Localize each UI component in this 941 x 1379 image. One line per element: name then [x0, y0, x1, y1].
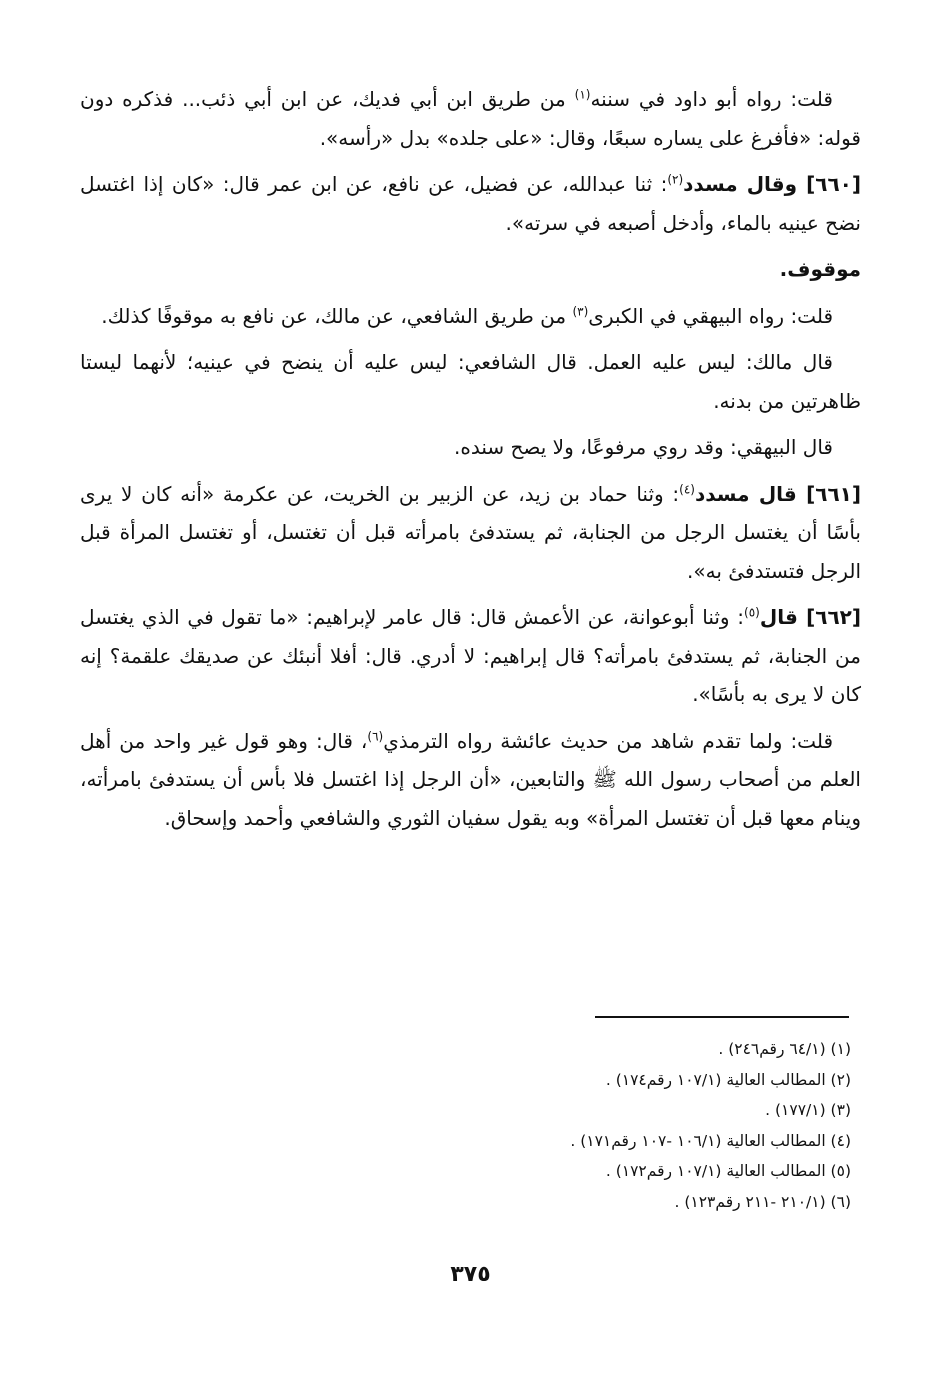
text-run: قال البيهقي: وقد روي مرفوعًا، ولا يصح سنده. — [454, 435, 833, 459]
text-run: : وثنا حماد بن زيد، عن الزبير بن الخريت، عن عكرمة «أنه كان لا يرى بأسًا أن يغتسل الرجل من الجنابة، ثم يستدفئ بامرأته قبل أن تغتسل، أو تغتسل المرأة قبل الرجل فتستدفئ به». — [80, 481, 861, 583]
hadith-heading: [٦٦٠] وقال مسدد — [683, 172, 862, 196]
footnote-ref: (٥) — [744, 605, 760, 620]
paragraph — [80, 80, 861, 157]
footnote-ref: (١) — [574, 87, 591, 102]
footnote-ref: (٣) — [572, 303, 589, 318]
paragraph — [80, 165, 861, 242]
paragraph — [80, 343, 861, 420]
text-run: قلت: ولما تقدم شاهد من حديث عائشة رواه الترمذي — [383, 728, 833, 753]
footnote-separator — [595, 1016, 849, 1018]
hadith-heading: [٦٦٢] قال — [759, 605, 861, 629]
page-number: ٣٧٥ — [450, 1262, 491, 1287]
text-run: قال مالك: ليس عليه العمل. قال الشافعي: ليس عليه أن ينضح في عينيه؛ لأنهما ليستا ظاهرتين من بدنه. — [80, 350, 861, 413]
text-run: قلت: رواه أبو داود في سننه — [590, 87, 833, 111]
footnote-ref: (٢) — [667, 172, 684, 187]
footnote-item: (٣) (١٧٧/١) . — [765, 1101, 851, 1119]
footnote-item: (٢) المطالب العالية (١٠٧/١ رقم١٧٤) . — [605, 1070, 851, 1089]
text-run: من طريق ابن أبي فديك، عن ابن أبي ذئب... فذكره دون قوله: «فأفرغ على يساره سبعًا، وقال: «على جلده» بدل «رأسه». — [80, 87, 861, 150]
footnote-ref: (٤) — [679, 481, 695, 496]
paragraph — [80, 297, 861, 336]
text-run: : ثنا عبدالله، عن فضيل، عن نافع، عن ابن عمر قال: «كان إذا اغتسل نضح عينيه بالماء، وأدخل أصبعه في سرته». — [80, 172, 861, 235]
text-run: قلت: رواه البيهقي في الكبرى — [588, 303, 833, 328]
main-text — [80, 80, 861, 845]
paragraph — [80, 475, 861, 591]
footnote-item: (٦) (٢١٠/١ -٢١١ رقم١٢٣) . — [674, 1192, 851, 1211]
footnote-ref: (٦) — [367, 728, 384, 743]
text-run: ، قال: وهو قول غير واحد من أهل العلم من أصحاب رسول الله ﷺ والتابعين، «أن الرجل إذا اغتسل فلا بأس أن يستدفئ بامرأته، وينام معها قبل أن تغتسل المرأة» وبه يقول سفيان الثوري والشافعي وأحمد وإسحاق. — [80, 728, 861, 830]
hadith-heading: موقوف. — [779, 257, 861, 281]
footnote-item: (٤) المطالب العالية (١٠٦/١ -١٠٧ رقم١٧١) . — [570, 1131, 851, 1150]
footnote-item: (١) (٦٤/١ رقم٢٤٦) . — [718, 1040, 851, 1058]
paragraph — [80, 598, 861, 714]
paragraph — [80, 250, 861, 289]
hadith-heading: [٦٦١] قال مسدد — [694, 481, 862, 506]
text-run: من طريق الشافعي، عن مالك، عن نافع به موقوفًا كذلك. — [101, 303, 573, 328]
paragraph — [80, 722, 861, 838]
paragraph — [80, 428, 861, 467]
footnote-item: (٥) المطالب العالية (١٠٧/١ رقم١٧٢) . — [605, 1162, 851, 1180]
text-run: : وثنا أبوعوانة، عن الأعمش قال: قال عامر لإبراهيم: «ما تقول في الذي يغتسل من الجنابة، ثم يستدفئ بامرأته؟ قال إبراهيم: لا أدري. قال: أفلا أنبئك عن صديقك علقمة؟ إنه كان لا يرى به بأسًا». — [80, 605, 861, 706]
footnotes — [151, 1034, 851, 1217]
